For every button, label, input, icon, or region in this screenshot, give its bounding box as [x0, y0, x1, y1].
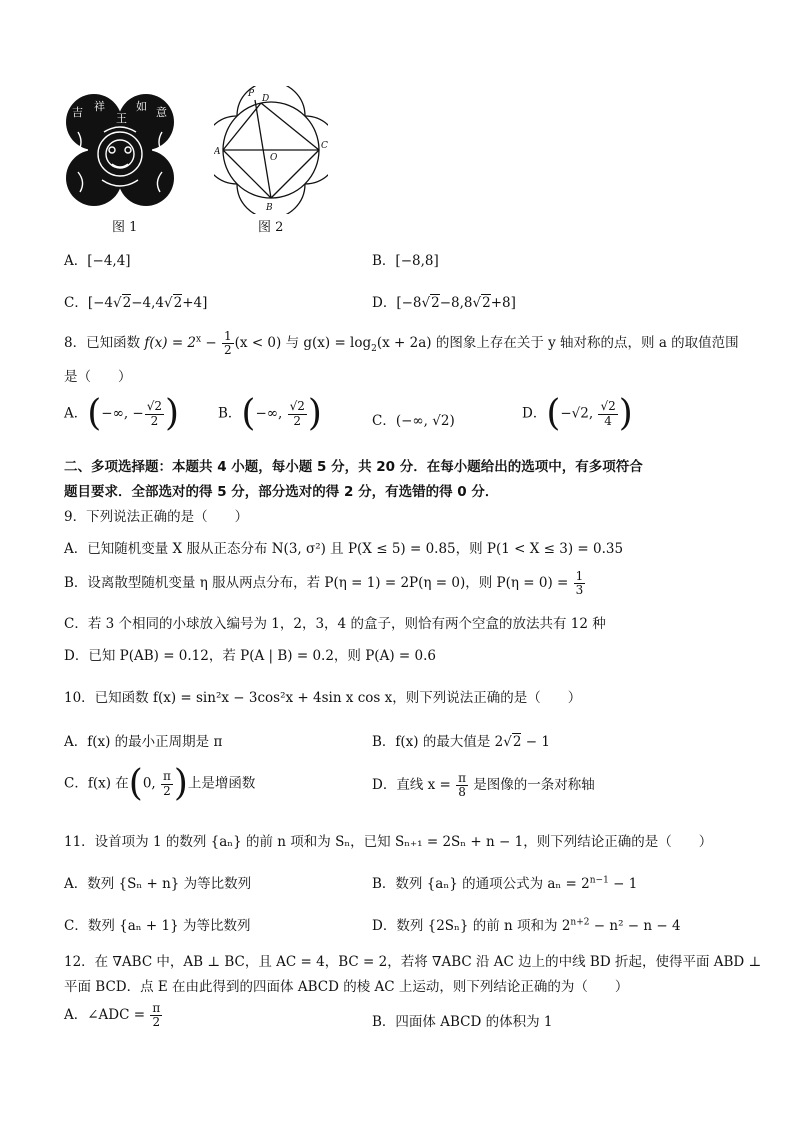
- exponent: n−1: [589, 875, 609, 886]
- option-label: A．: [64, 405, 88, 422]
- numerator: π: [458, 771, 467, 785]
- denominator: 4: [604, 413, 612, 428]
- denominator: 2: [224, 343, 232, 358]
- option-label: B．: [372, 253, 396, 269]
- q8-option-d: D．(−√2, $\frac{√2}{4}$ ): [522, 393, 633, 434]
- option-text: B．设离散型随机变量 η 服从两点分布，若 P(η = 1) = 2P(η = 0)，则 P(η = 0) =: [64, 575, 573, 592]
- section-2-heading-line1: 二、多项选择题：本题共 4 小题，每小题 5 分，共 20 分．在每小题给出的选项中，有多项符合: [64, 459, 643, 475]
- radicand: 2: [122, 295, 132, 311]
- radicand: 2: [173, 295, 183, 311]
- option-value: [−8,8]: [395, 253, 439, 269]
- option-label: D．: [372, 295, 397, 311]
- subscript: 2: [371, 343, 377, 354]
- fig2-label-o: O: [270, 153, 278, 163]
- denominator: 2: [152, 1015, 161, 1030]
- q8-stem-line1: [64, 330, 739, 357]
- q12-stem-line2: 平面 BCD．点 E 在由此得到的四面体 ABCD 的棱 AC 上运动，则下列结论正确的为（ ）: [64, 979, 629, 995]
- exponent: x: [196, 334, 202, 345]
- numerator: 1: [575, 569, 584, 583]
- option-value: (−∞, √2): [395, 413, 455, 429]
- denominator: 8: [458, 785, 466, 800]
- q11-option-a: A．数列 {Sₙ + n} 为等比数列: [64, 876, 252, 892]
- option-part: − n² − n − 4: [589, 918, 681, 934]
- option-label: B．: [218, 405, 242, 422]
- option-part: D．直线 x =: [372, 777, 456, 794]
- q9-stem: 9．下列说法正确的是（ ）: [64, 509, 249, 525]
- fig2-label-c: C: [321, 141, 328, 151]
- option-part: D．数列 {2Sₙ} 的前 n 项和为 2: [372, 918, 571, 934]
- option-part: −8,8: [439, 295, 473, 311]
- q12-option-b: B．四面体 ABCD 的体积为 1: [372, 1014, 553, 1030]
- figure-1-glyph: 王: [116, 112, 127, 125]
- stem-text: (x + 2a) 的图象上存在关于 y 轴对称的点，则 a 的取值范围: [376, 335, 739, 352]
- figure-1-glyph: 吉: [72, 106, 83, 119]
- fig2-label-d: D: [262, 94, 270, 104]
- q12-stem-line1: 12．在 ∇ABC 中，AB ⊥ BC，且 AC = 4，BC = 2，若将 ∇ABC 沿 AC 边上的中线 BD 折起，使得平面 ABD ⊥: [64, 954, 762, 970]
- numerator: √2: [289, 399, 305, 414]
- q7-option-d: D．[−8√2−8,8√2+8]: [372, 295, 516, 311]
- figure-1-glyph: 祥: [94, 100, 105, 113]
- denominator: 2: [150, 413, 159, 428]
- denominator: 3: [575, 583, 584, 598]
- q8-option-a: A．(−∞, − $\frac{√2}{2}$ ): [64, 393, 180, 434]
- option-part: 0,: [142, 775, 160, 792]
- q11-option-d: [372, 914, 681, 934]
- radicand: 2: [512, 734, 522, 750]
- option-part: [−8: [396, 295, 422, 311]
- q8-stem-line2: 是（ ）: [64, 369, 132, 385]
- q10-stem: 10．已知函数 f(x) = sin²x − 3cos²x + 4sin x cos x，则下列说法正确的是（ ）: [64, 690, 582, 706]
- section-2-heading-line2: 题目要求．全部选对的得 5 分，部分选对的得 2 分，有选错的得 0 分．: [64, 484, 499, 500]
- option-part: +8]: [490, 295, 516, 311]
- option-part: B．数列 {aₙ} 的通项公式为 aₙ = 2: [372, 876, 590, 892]
- fraction: [222, 330, 234, 357]
- fraction: [598, 400, 617, 427]
- stem-text: −: [201, 335, 222, 352]
- fig2-label-p: P: [248, 89, 255, 99]
- figure-1-glyph: 意: [156, 106, 167, 119]
- q9-option-a: A．已知随机变量 X 服从正态分布 N(3, σ²) 且 P(X ≤ 5) = 0.85，则 P(1 < X ≤ 3) = 0.35: [64, 541, 624, 557]
- q7-option-b: [372, 249, 439, 269]
- figure-2-diagram: [214, 86, 328, 214]
- numerator: 1: [224, 329, 232, 343]
- stem-text: (x < 0) 与 g(x) = log: [234, 335, 372, 352]
- option-part: −∞,: [255, 405, 287, 422]
- option-part: A．∠ADC =: [64, 1007, 150, 1024]
- stem-text: 已知函数: [86, 335, 145, 352]
- fraction: [161, 770, 173, 797]
- option-label: C．: [64, 295, 88, 311]
- q12-option-a: [64, 1002, 163, 1029]
- option-label: A．: [64, 253, 88, 269]
- q11-option-c: C．数列 {aₙ + 1} 为等比数列: [64, 918, 251, 934]
- fraction: [150, 1002, 162, 1029]
- figure-1-emblem: [64, 92, 176, 208]
- figure-1-glyph: 如: [136, 100, 147, 113]
- q10-option-d: [372, 772, 595, 799]
- option-part: − 1: [608, 876, 638, 892]
- option-part: −4,4: [131, 295, 164, 311]
- radicand: 2: [482, 295, 491, 311]
- stem-math: f(x) = 2: [144, 335, 197, 352]
- fraction: [288, 400, 307, 427]
- option-part: +4]: [182, 295, 208, 311]
- q11-stem: 11．设首项为 1 的数列 {aₙ} 的前 n 项和为 Sₙ，已知 Sₙ₊₁ = 2Sₙ + n − 1，则下列结论正确的是（ ）: [64, 834, 713, 850]
- option-label: D．: [522, 405, 547, 422]
- question-number: 8．: [64, 335, 87, 352]
- q7-option-a: [64, 249, 131, 269]
- q7-option-c: C．[−4√2−4,4√2+4]: [64, 295, 208, 311]
- numerator: √2: [600, 399, 616, 414]
- numerator: √2: [146, 399, 163, 414]
- numerator: π: [152, 1001, 161, 1015]
- fraction: [145, 400, 164, 427]
- q8-option-b: B．(−∞, $\frac{√2}{2}$ ): [218, 393, 322, 434]
- q10-option-b: B．f(x) 的最大值是 2√2 − 1: [372, 734, 550, 750]
- option-part: −√2,: [560, 405, 598, 422]
- q11-option-b: [372, 872, 637, 892]
- fig2-label-b: B: [266, 203, 273, 213]
- option-part: 是图像的一条对称轴: [469, 777, 595, 794]
- numerator: π: [162, 769, 171, 784]
- option-part: − 1: [521, 734, 550, 750]
- q10-option-a: A．f(x) 的最小正周期是 π: [64, 734, 223, 750]
- q8-option-c: [372, 409, 455, 429]
- exponent: n+2: [570, 917, 590, 928]
- fraction: [574, 570, 586, 597]
- fig2-label-a: A: [214, 147, 221, 157]
- option-part: C．f(x) 在: [64, 775, 129, 792]
- figure-2-caption: 图 2: [258, 220, 284, 235]
- option-part: [−4: [87, 295, 114, 311]
- q9-option-d: D．已知 P(AB) = 0.12，若 P(A | B) = 0.2，则 P(A) = 0.6: [64, 648, 436, 664]
- q9-option-b: [64, 570, 586, 597]
- radicand: 2: [431, 295, 440, 311]
- option-value: [−4,4]: [87, 253, 131, 269]
- fraction: [456, 772, 468, 799]
- option-part: −∞, −: [101, 405, 144, 422]
- option-part: B．f(x) 的最大值是 2: [372, 734, 504, 750]
- denominator: 2: [163, 783, 171, 798]
- option-part: 上是增函数: [187, 775, 256, 792]
- figure-1-caption: 图 1: [112, 220, 138, 235]
- q9-option-c: C．若 3 个相同的小球放入编号为 1，2，3，4 的盒子，则恰有两个空盒的放法共有 12 种: [64, 616, 606, 632]
- q10-option-c: C．f(x) 在(0, $\frac{\pi}{2}$ )上是增函数: [64, 763, 256, 804]
- denominator: 2: [293, 413, 302, 428]
- option-label: C．: [372, 413, 396, 429]
